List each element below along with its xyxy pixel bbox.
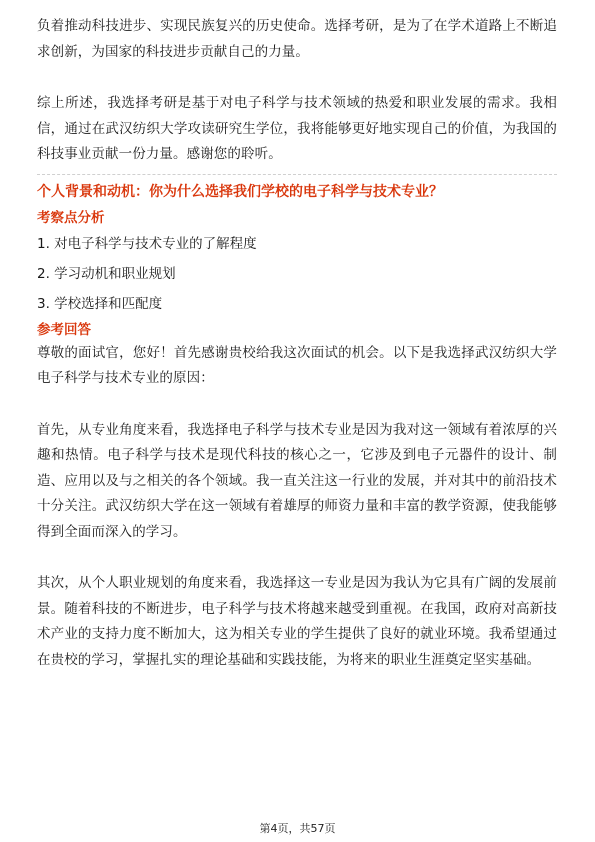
intro-continuation-paragraph: 负着推动科技进步、实现民族复兴的历史使命。选择考研，是为了在学术道路上不断追求创新，为国家的科技进步贡献自己的力量。 (37, 18, 557, 60)
answer-paragraph-first: 首先，从专业角度来看，我选择电子科学与技术专业是因为我对这一领域有着浓厚的兴趣和热情。电子科学与技术是现代科技的核心之一，它涉及到电子元器件的设计、制造、应用以及与之相关的各个领域。我一直关注这一行业的发展，并对其中的前沿技术十分关注。武汉纺织大学在这一领域有着雄厚的师资力量和丰富的教学资源，使我能够得到全面而深入的学习。 (37, 421, 557, 540)
answer-paragraph-greeting: 尊敬的面试官，您好！首先感谢贵校给我这次面试的机会。以下是我选择武汉纺织大学电子科学与技术专业的原因： (37, 344, 557, 386)
answer-paragraph-second: 其次，从个人职业规划的角度来看，我选择这一专业是因为我认为它具有广阔的发展前景。随着科技的不断进步，电子科学与技术将越来越受到重视。在我国，政府对高新技术产业的支持力度不断加大，这为相关专业的学生提供了良好的就业环境。我希望通过在贵校的学习，掌握扎实的理论基础和实践技能，为将来的职业生涯奠定坚实基础。 (37, 575, 557, 668)
document-page (37, 14, 557, 673)
page-indicator: 第4页，共57页 (259, 822, 336, 835)
analysis-point: 3. 学校选择和匹配度 (37, 295, 163, 312)
conclusion-paragraph: 综上所述，我选择考研是基于对电子科学与技术领域的热爱和职业发展的需求。我相信，通过在武汉纺织大学攻读研究生学位，我将能够更好地实现自己的价值，为我国的科技事业贡献一份力量。感谢您的聆听。 (37, 95, 557, 162)
paragraph-gap (37, 545, 557, 571)
section-divider (37, 174, 557, 175)
analysis-points-list (37, 229, 557, 319)
paragraph-gap (37, 65, 557, 91)
paragraph-gap (37, 392, 557, 418)
analysis-label: 考察点分析 (37, 209, 105, 226)
question-title: 个人背景和动机：你为什么选择我们学校的电子科学与技术专业？ (37, 183, 443, 200)
answer-label: 参考回答 (37, 321, 91, 338)
analysis-point: 2. 学习动机和职业规划 (37, 265, 176, 282)
analysis-point: 1. 对电子科学与技术专业的了解程度 (37, 235, 257, 252)
